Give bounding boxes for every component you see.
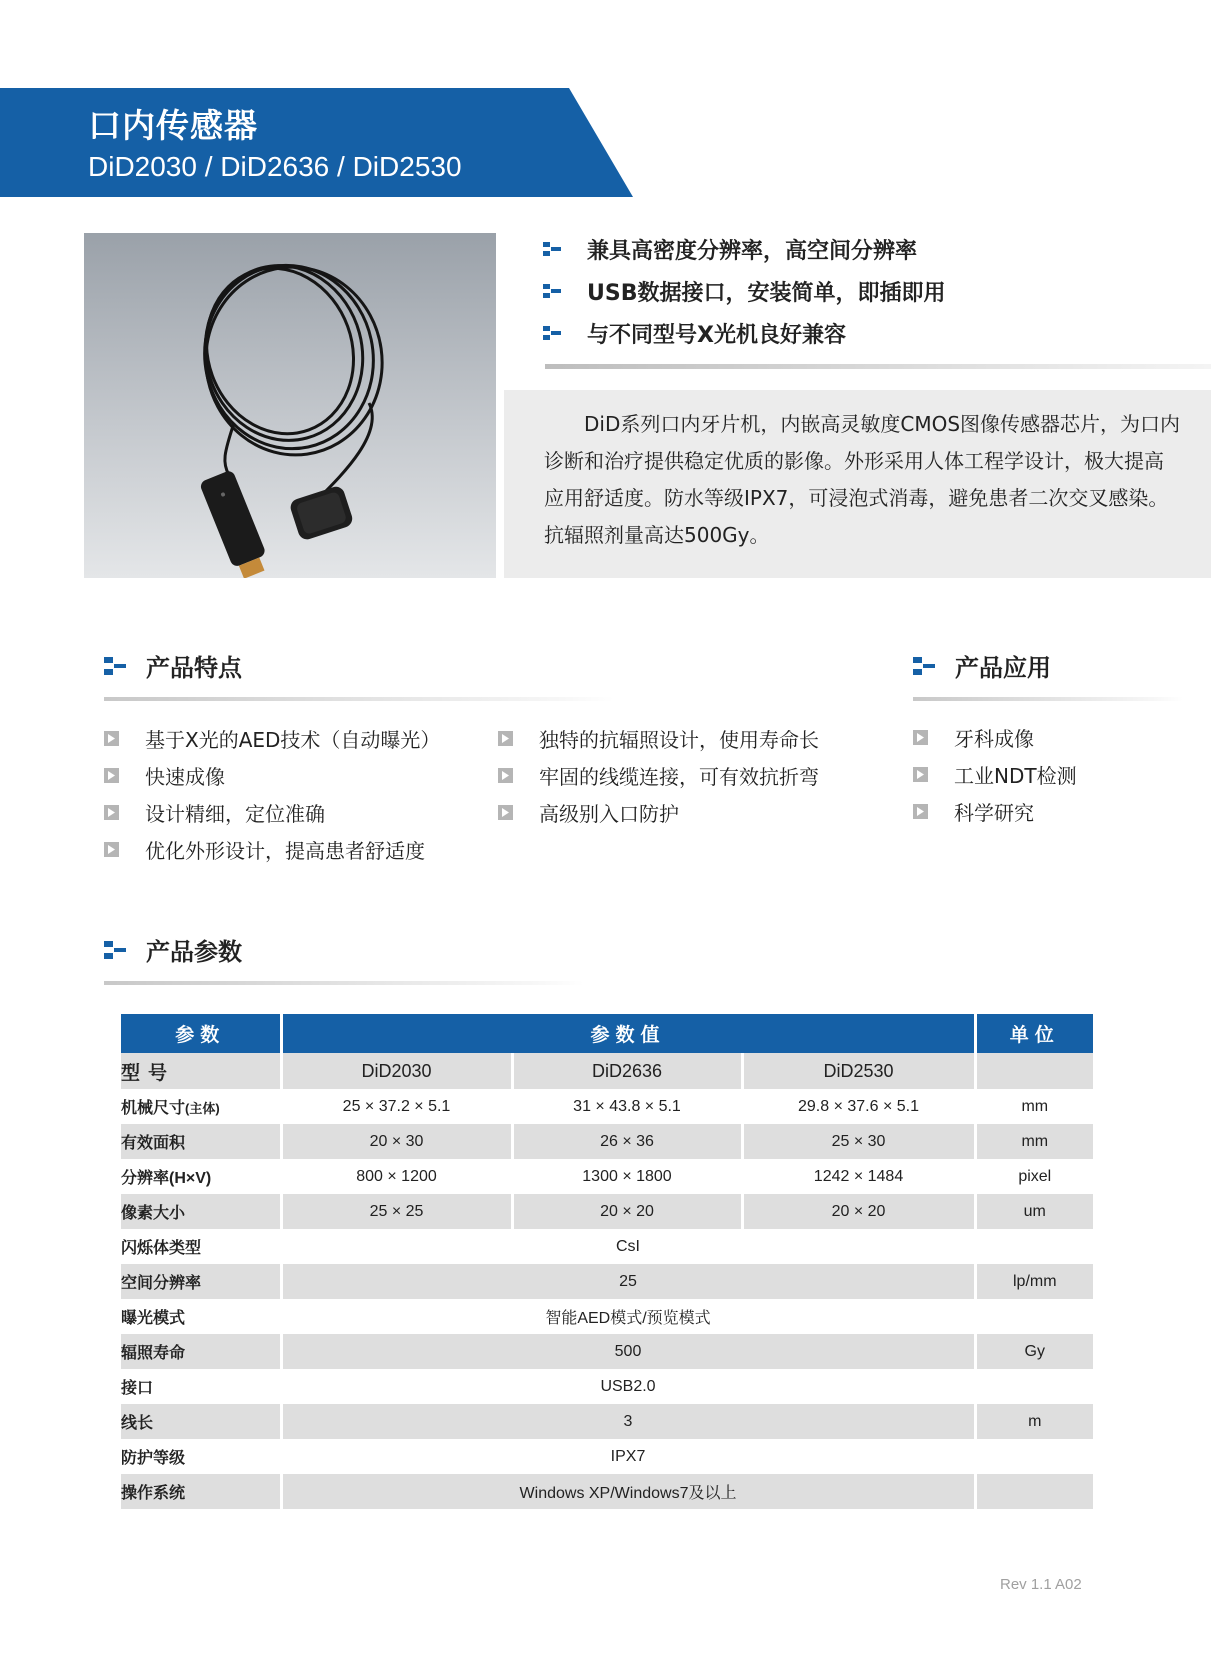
cell: 20 × 20: [742, 1194, 975, 1229]
cell-unit: mm: [975, 1124, 1093, 1159]
cell: IPX7: [281, 1439, 975, 1474]
intro-paragraph: DiD系列口内牙片机，内嵌高灵敏度CMOS图像传感器芯片，为口内诊断和治疗提供稳定优质的影像。外形采用人体工程学设计，极大提高应用舒适度。防水等级IPX7，可浸泡式消毒，避免患者二次交叉感染。抗辐照剂量高达500Gy。: [504, 390, 1211, 578]
header-param: 参数: [121, 1014, 281, 1053]
list-item-text: 牢固的线缆连接，可有效抗折弯: [539, 765, 819, 789]
cell: DiD2530: [742, 1053, 975, 1089]
divider: [913, 697, 1183, 701]
divider: [104, 697, 614, 701]
table-row: [121, 1334, 1093, 1369]
cell: DiD2030: [281, 1053, 512, 1089]
highlight-text: USB数据接口，安装简单，即插即用: [587, 280, 946, 306]
list-item: [913, 793, 1077, 830]
list-item: [104, 831, 440, 868]
list-item: [104, 757, 440, 794]
cell-unit: [975, 1439, 1093, 1474]
row-label: 防护等级: [121, 1439, 281, 1474]
highlights-list: [543, 228, 945, 354]
highlight-text: 兼具高密度分辨率，高空间分辨率: [587, 238, 918, 264]
row-label: 型号: [121, 1053, 281, 1089]
cell: 25 × 37.2 × 5.1: [281, 1089, 512, 1124]
arrow-box-icon: [104, 842, 119, 857]
arrow-box-icon: [913, 804, 928, 819]
highlight-item: [543, 270, 945, 312]
highlight-item: [543, 228, 945, 270]
features-list-col2: [498, 720, 819, 831]
list-item: [913, 756, 1077, 793]
cell-unit: mm: [1021, 1097, 1049, 1115]
cell: 1300 × 1800: [512, 1159, 742, 1194]
spec-table: [121, 1014, 1093, 1509]
row-label-text: 机械尺寸: [121, 1100, 186, 1117]
row-label: 分辨率(H×V): [121, 1159, 281, 1194]
cell-unit: m: [975, 1404, 1093, 1439]
row-label: 线长: [121, 1404, 281, 1439]
cell-unit: Gy: [975, 1334, 1093, 1369]
list-item-text: 快速成像: [145, 765, 225, 789]
applications-list: [913, 719, 1077, 830]
page-title: 口内传感器: [88, 106, 258, 145]
section-marker-icon: [543, 284, 561, 298]
list-item-text: 高级别入口防护: [539, 802, 679, 826]
table-row-model: [121, 1053, 1093, 1089]
cell-unit: pixel: [1018, 1167, 1052, 1185]
list-item-text: 优化外形设计，提高患者舒适度: [145, 839, 425, 863]
row-label: 曝光模式: [121, 1299, 281, 1334]
section-marker-icon: [913, 657, 935, 675]
cell: 500: [281, 1334, 975, 1369]
arrow-box-icon: [104, 768, 119, 783]
cell: 25: [281, 1264, 975, 1299]
cell: 29.8 × 37.6 × 5.1: [742, 1089, 975, 1124]
cell-unit: lp/mm: [975, 1264, 1093, 1299]
features-list-col1: [104, 720, 440, 868]
row-label: 像素大小: [121, 1194, 281, 1229]
list-item: [913, 719, 1077, 756]
row-label: 有效面积: [121, 1124, 281, 1159]
list-item: [104, 720, 440, 757]
section-title: 产品特点: [146, 654, 242, 682]
features-heading: [104, 648, 242, 683]
table-row: [121, 1474, 1093, 1509]
cell: 智能AED模式/预览模式: [281, 1299, 975, 1334]
table-row: [121, 1264, 1093, 1299]
arrow-box-icon: [498, 805, 513, 820]
table-header-row: [121, 1014, 1093, 1053]
section-title: 产品应用: [955, 654, 1051, 682]
list-item-text: 独特的抗辐照设计，使用寿命长: [539, 728, 819, 752]
cell-unit: [975, 1299, 1093, 1334]
cell: Windows XP/Windows7及以上: [281, 1474, 975, 1509]
list-item-text: 设计精细，定位准确: [145, 802, 325, 826]
cell-unit: [975, 1474, 1093, 1509]
table-row: [121, 1439, 1093, 1474]
row-label: 空间分辨率: [121, 1264, 281, 1299]
list-item: [104, 794, 440, 831]
table-row: [121, 1089, 1093, 1124]
arrow-box-icon: [913, 730, 928, 745]
model-subtitle: DiD2030 / DiD2636 / DiD2530: [88, 151, 462, 182]
row-label: 闪烁体类型: [121, 1229, 281, 1264]
arrow-box-icon: [913, 767, 928, 782]
divider: [104, 981, 584, 985]
table-row: [121, 1159, 1093, 1194]
row-label-note: (主体): [185, 1101, 220, 1116]
section-marker-icon: [543, 326, 561, 340]
cell: CsI: [281, 1229, 975, 1264]
section-marker-icon: [104, 941, 126, 959]
arrow-box-icon: [498, 768, 513, 783]
list-item-text: 工业NDT检测: [954, 764, 1077, 788]
list-item: [498, 794, 819, 831]
product-photo: [84, 233, 496, 578]
table-row: [121, 1229, 1093, 1264]
row-label: 操作系统: [121, 1474, 281, 1509]
section-marker-icon: [104, 657, 126, 675]
list-item-text: 基于X光的AED技术（自动曝光）: [145, 728, 441, 752]
cell: 26 × 36: [512, 1124, 742, 1159]
cell-unit: [975, 1229, 1093, 1264]
list-item: [498, 757, 819, 794]
header-unit: 单位: [975, 1014, 1093, 1053]
table-row: [121, 1194, 1093, 1229]
highlight-item: [543, 312, 945, 354]
row-label: 辐照寿命: [121, 1334, 281, 1369]
applications-heading: [913, 648, 1051, 683]
list-item-text: 牙科成像: [954, 727, 1034, 751]
table-row: [121, 1299, 1093, 1334]
cell: 20 × 20: [512, 1194, 742, 1229]
arrow-box-icon: [104, 805, 119, 820]
table-row: [121, 1124, 1093, 1159]
revision-label: Rev 1.1 A02: [1000, 1576, 1082, 1593]
usb-sensor-cable-image: [84, 233, 496, 578]
cell: 25 × 30: [742, 1124, 975, 1159]
highlight-text: 与不同型号X光机良好兼容: [587, 322, 846, 348]
cell: 31 × 43.8 × 5.1: [512, 1089, 742, 1124]
cell-unit: [975, 1369, 1093, 1404]
row-label: 接口: [121, 1369, 281, 1404]
section-marker-icon: [543, 242, 561, 256]
cell: 20 × 30: [281, 1124, 512, 1159]
row-label: [121, 1089, 281, 1124]
cell: DiD2636: [512, 1053, 742, 1089]
divider: [545, 364, 1211, 369]
cell: 1242 × 1484: [742, 1159, 975, 1194]
cell-unit: um: [975, 1194, 1093, 1229]
cell: 25 × 25: [281, 1194, 512, 1229]
cell: 800 × 1200: [281, 1159, 512, 1194]
cell: USB2.0: [281, 1369, 975, 1404]
list-item-text: 科学研究: [954, 801, 1034, 825]
arrow-box-icon: [498, 731, 513, 746]
table-row: [121, 1404, 1093, 1439]
cell: [975, 1053, 1093, 1089]
section-title: 产品参数: [146, 938, 242, 966]
table-row: [121, 1369, 1093, 1404]
params-heading: [104, 932, 242, 967]
arrow-box-icon: [104, 731, 119, 746]
header-value: 参数值: [281, 1014, 975, 1053]
list-item: [498, 720, 819, 757]
cell: 3: [281, 1404, 975, 1439]
